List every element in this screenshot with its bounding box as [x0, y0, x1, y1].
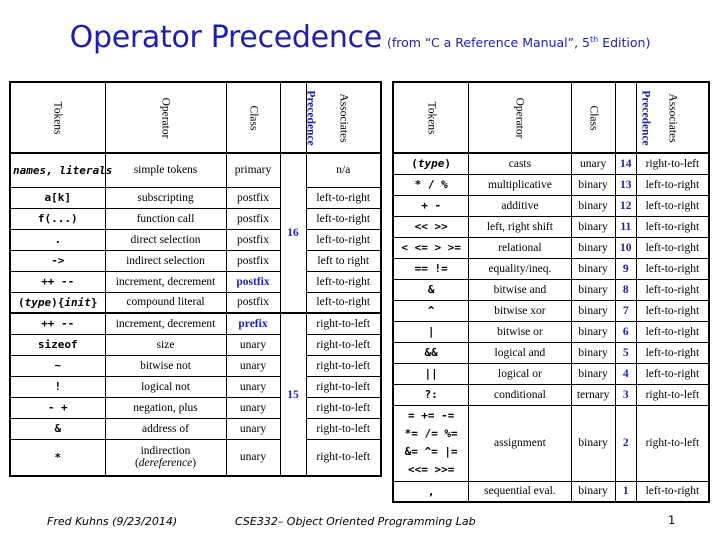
table-row: [10, 334, 381, 355]
header-operator: Operator: [105, 82, 226, 153]
table-row: [10, 397, 381, 418]
class-cell: unary: [226, 355, 280, 376]
precedence-cell: 10: [615, 237, 636, 258]
operator-cell: additive: [469, 195, 571, 216]
assoc-cell: right-to-left: [306, 397, 381, 418]
token-cell: !: [10, 376, 105, 397]
table-row: [393, 363, 709, 384]
precedence-cell: 11: [615, 216, 636, 237]
class-cell: postfix: [226, 229, 280, 250]
precedence-cell: 7: [615, 300, 636, 321]
class-cell: postfix: [226, 271, 280, 292]
token-cell: &&: [393, 342, 469, 363]
class-cell: binary: [571, 481, 615, 502]
class-cell: binary: [571, 216, 615, 237]
assoc-cell: left-to-right: [306, 271, 381, 292]
operator-cell: function call: [105, 208, 226, 229]
table-row: [393, 321, 709, 342]
assoc-cell: left-to-right: [306, 208, 381, 229]
operator-cell: equality/ineq.: [469, 258, 571, 279]
footer-course: CSE332– Object Oriented Programming Lab: [235, 515, 476, 528]
operator-cell: sequential eval.: [469, 481, 571, 502]
class-cell: unary: [571, 153, 615, 174]
table-row: [10, 376, 381, 397]
precedence-table-right: [392, 81, 710, 503]
class-cell: binary: [571, 300, 615, 321]
operator-cell: simple tokens: [105, 153, 226, 187]
token-cell: *: [10, 439, 105, 476]
operator-cell: left, right shift: [469, 216, 571, 237]
token-cell: ++ --: [10, 313, 105, 334]
operator-cell: indirection (dereference): [105, 439, 226, 476]
table-row: [393, 342, 709, 363]
table-row: [10, 229, 381, 250]
table-row: [10, 187, 381, 208]
token-cell: - +: [10, 397, 105, 418]
token-cell: (type): [393, 153, 469, 174]
class-cell: binary: [571, 195, 615, 216]
token-cell: ~: [10, 355, 105, 376]
table-row: [10, 355, 381, 376]
table-row: [10, 250, 381, 271]
table-row: [10, 439, 381, 476]
assoc-cell: right-to-left: [306, 439, 381, 476]
token-cell: f(...): [10, 208, 105, 229]
header-operator: Operator: [469, 82, 571, 153]
class-cell: binary: [571, 174, 615, 195]
operator-cell: compound literal: [105, 292, 226, 313]
token-cell: |: [393, 321, 469, 342]
token-cell: ^: [393, 300, 469, 321]
operator-cell: assignment: [469, 405, 571, 481]
table-row: [393, 279, 709, 300]
assoc-cell: left-to-right: [636, 363, 709, 384]
table-row: [393, 481, 709, 502]
assoc-cell: right-to-left: [306, 334, 381, 355]
assoc-cell: right-to-left: [636, 153, 709, 174]
assoc-cell: left-to-right: [636, 258, 709, 279]
table-row: [393, 153, 709, 174]
assoc-cell: left-to-right: [306, 292, 381, 313]
precedence-cell: 3: [615, 384, 636, 405]
table-row: [393, 237, 709, 258]
class-cell: postfix: [226, 292, 280, 313]
table-row: [10, 418, 381, 439]
class-cell: binary: [571, 342, 615, 363]
assoc-cell: right-to-left: [306, 418, 381, 439]
table-row: [10, 208, 381, 229]
operator-cell: negation, plus: [105, 397, 226, 418]
table-row: [393, 216, 709, 237]
assoc-cell: right-to-left: [306, 376, 381, 397]
page-number: 1: [668, 513, 676, 527]
assoc-cell: right-to-left: [306, 313, 381, 334]
precedence-cell: 14: [615, 153, 636, 174]
header-associates: Associates: [306, 82, 381, 153]
operator-cell: multiplicative: [469, 174, 571, 195]
token-cell: << >>: [393, 216, 469, 237]
precedence-cell: 9: [615, 258, 636, 279]
token-cell: names, literals: [10, 153, 105, 187]
class-cell: prefix: [226, 313, 280, 334]
token-cell: ->: [10, 250, 105, 271]
precedence-cell: 12: [615, 195, 636, 216]
header-tokens: Tokens: [10, 82, 105, 153]
class-cell: binary: [571, 279, 615, 300]
assoc-cell: left-to-right: [636, 195, 709, 216]
token-cell: ||: [393, 363, 469, 384]
operator-cell: casts: [469, 153, 571, 174]
class-cell: primary: [226, 153, 280, 187]
table-row: [10, 313, 381, 334]
operator-cell: logical and: [469, 342, 571, 363]
class-cell: postfix: [226, 250, 280, 271]
class-cell: postfix: [226, 187, 280, 208]
table-row: [393, 405, 709, 481]
assoc-cell: left-to-right: [636, 216, 709, 237]
operator-cell: logical or: [469, 363, 571, 384]
table-row: [393, 300, 709, 321]
class-cell: unary: [226, 334, 280, 355]
operator-cell: increment, decrement: [105, 271, 226, 292]
token-cell: &: [10, 418, 105, 439]
class-cell: ternary: [571, 384, 615, 405]
table-row: [10, 292, 381, 313]
precedence-cell: 13: [615, 174, 636, 195]
header-associates: Associates: [636, 82, 709, 153]
footer-author: Fred Kuhns (9/23/2014): [47, 515, 178, 528]
token-cell: .: [10, 229, 105, 250]
precedence-cell: 16: [280, 153, 306, 313]
operator-cell: address of: [105, 418, 226, 439]
operator-cell: conditional: [469, 384, 571, 405]
precedence-table-left: [9, 81, 382, 477]
assoc-cell: right-to-left: [636, 405, 709, 481]
operator-cell: bitwise not: [105, 355, 226, 376]
precedence-cell: 15: [280, 313, 306, 476]
assoc-cell: left-to-right: [636, 300, 709, 321]
assoc-cell: left-to-right: [306, 229, 381, 250]
header-class: Class: [571, 82, 615, 153]
assoc-cell: left-to-right: [306, 187, 381, 208]
class-cell: postfix: [226, 208, 280, 229]
title-main: Operator Precedence: [69, 20, 382, 55]
token-cell: (type){init}: [10, 292, 105, 313]
token-cell: == !=: [393, 258, 469, 279]
assoc-cell: left to right: [306, 250, 381, 271]
token-cell: ++ --: [10, 271, 105, 292]
header-class: Class: [226, 82, 280, 153]
assoc-cell: right-to-left: [636, 384, 709, 405]
operator-cell: bitwise or: [469, 321, 571, 342]
operator-cell: logical not: [105, 376, 226, 397]
token-cell: &: [393, 279, 469, 300]
operator-cell: bitwise xor: [469, 300, 571, 321]
precedence-cell: 4: [615, 363, 636, 384]
precedence-cell: 8: [615, 279, 636, 300]
assoc-cell: left-to-right: [636, 174, 709, 195]
token-cell: sizeof: [10, 334, 105, 355]
precedence-cell: 6: [615, 321, 636, 342]
assoc-cell: left-to-right: [636, 279, 709, 300]
precedence-cell: 5: [615, 342, 636, 363]
token-cell: ,: [393, 481, 469, 502]
assoc-cell: n/a: [306, 153, 381, 187]
token-cell: < <= > >=: [393, 237, 469, 258]
class-cell: binary: [571, 363, 615, 384]
table-row: [393, 174, 709, 195]
class-cell: unary: [226, 376, 280, 397]
precedence-cell: 2: [615, 405, 636, 481]
class-cell: unary: [226, 397, 280, 418]
token-cell: * / %: [393, 174, 469, 195]
operator-cell: increment, decrement: [105, 313, 226, 334]
operator-cell: bitwise and: [469, 279, 571, 300]
precedence-cell: 1: [615, 481, 636, 502]
assoc-cell: left-to-right: [636, 321, 709, 342]
class-cell: binary: [571, 258, 615, 279]
assoc-cell: left-to-right: [636, 481, 709, 502]
operator-cell: indirect selection: [105, 250, 226, 271]
token-cell: = += -= *= /= %= &= ^= |= <<= >>=: [393, 405, 469, 481]
table-row: [10, 271, 381, 292]
token-cell: a[k]: [10, 187, 105, 208]
table-row: [393, 195, 709, 216]
token-cell: + -: [393, 195, 469, 216]
operator-cell: relational: [469, 237, 571, 258]
title-subtitle: (from “C a Reference Manual”, 5th Edition): [386, 34, 651, 50]
table-row: [10, 153, 381, 187]
table-row: [393, 258, 709, 279]
class-cell: unary: [226, 439, 280, 476]
operator-cell: subscripting: [105, 187, 226, 208]
class-cell: binary: [571, 405, 615, 481]
class-cell: binary: [571, 321, 615, 342]
assoc-cell: left-to-right: [636, 237, 709, 258]
slide-title: [0, 20, 720, 55]
header-precedence: Precedence: [280, 82, 306, 153]
assoc-cell: left-to-right: [636, 342, 709, 363]
assoc-cell: right-to-left: [306, 355, 381, 376]
header-precedence: Precedence: [615, 82, 636, 153]
table-row: [393, 384, 709, 405]
header-tokens: Tokens: [393, 82, 469, 153]
operator-cell: size: [105, 334, 226, 355]
token-cell: ?:: [393, 384, 469, 405]
class-cell: unary: [226, 418, 280, 439]
class-cell: binary: [571, 237, 615, 258]
operator-cell: direct selection: [105, 229, 226, 250]
